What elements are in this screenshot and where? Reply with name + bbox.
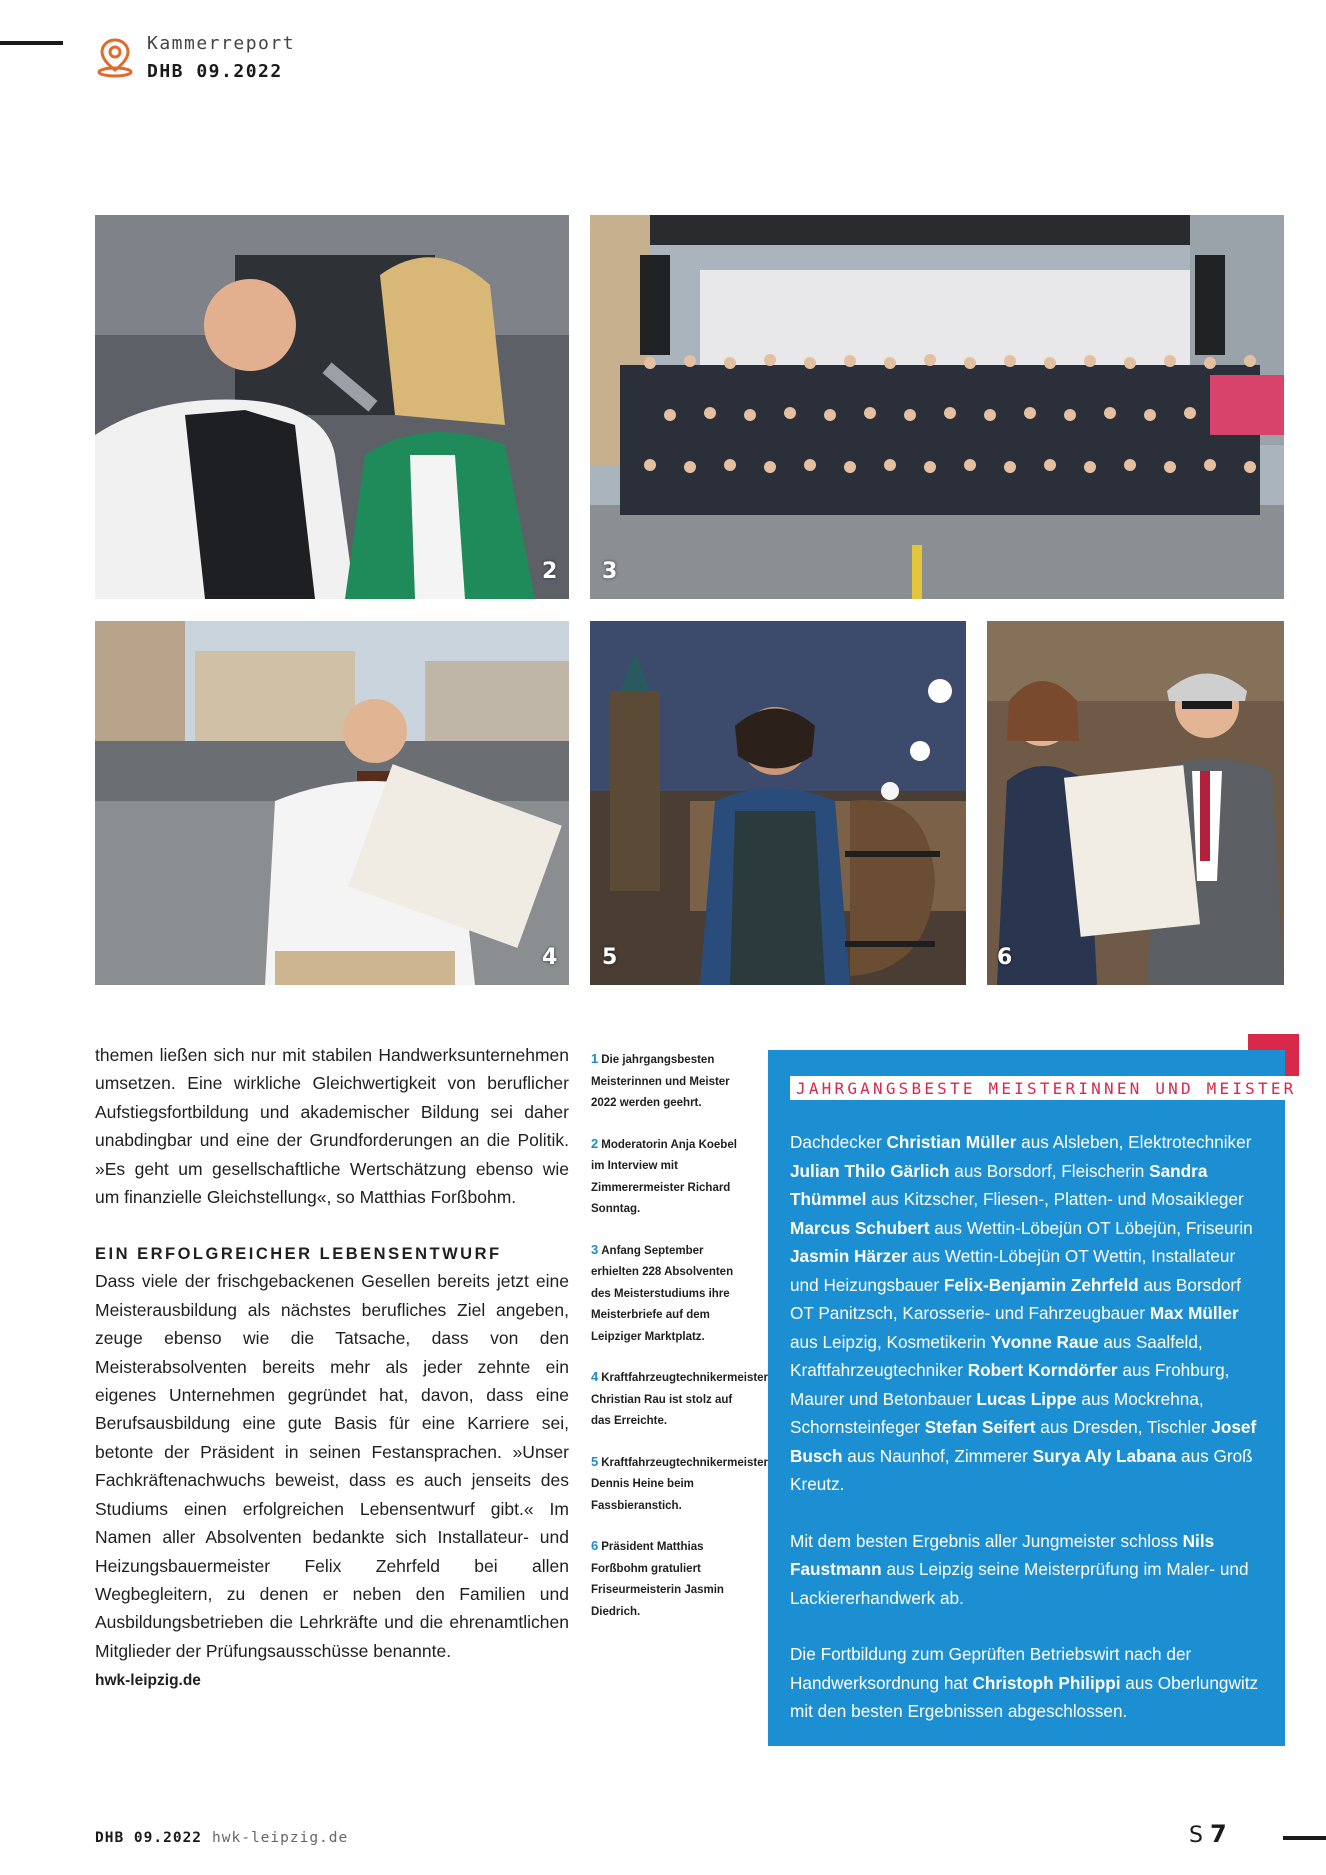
footer-left	[95, 1830, 348, 1846]
box-paragraph-best: Mit dem besten Ergebnis aller Jungmeister schloss Nils Faustmann aus Leipzig seine Meisterprüfung im Maler- und Lackiererhandwerk ab.	[790, 1530, 1249, 1608]
caption-5: 5 Kraftfahrzeugtechnikermeister Dennis Heine beim Fassbieranstich.	[591, 1453, 769, 1512]
caption-4: 4 Kraftfahrzeugtechnikermeister Christian Rau ist stolz auf das Erreichte.	[591, 1369, 769, 1427]
photo-number: 3	[602, 559, 618, 584]
footer-issue: DHB 09.2022	[95, 1830, 203, 1846]
location-pin-icon	[94, 36, 136, 80]
photo-interview	[95, 215, 569, 599]
issue-label: DHB 09.2022	[147, 61, 283, 82]
page-number: S 7	[1189, 1820, 1227, 1848]
photo-number: 4	[542, 945, 558, 970]
photo-number: 2	[542, 559, 558, 584]
bottom-rule	[1283, 1836, 1326, 1840]
photo-number: 5	[602, 945, 618, 970]
caption-3: 3 Anfang September erhielten 228 Absolventen des Meisterstudiums ihre Meisterbriefe auf dem Leipziger Marktplatz.	[591, 1241, 734, 1343]
article-subheading: EIN ERFOLGREICHER LEBENSENTWURF	[95, 1245, 502, 1264]
photo-keg-tapping	[590, 621, 966, 985]
photo-group	[590, 215, 1284, 599]
box-paragraph-betriebswirt: Die Fortbildung zum Geprüften Betriebswirt nach der Handwerksordnung hat Christoph Philippi aus Oberlungwitz mit den besten Ergebnissen abgeschlossen.	[790, 1644, 1259, 1721]
footer-url[interactable]: hwk-leipzig.de	[212, 1830, 349, 1846]
section-label: Kammerreport	[147, 33, 296, 54]
source-link[interactable]: hwk-leipzig.de	[95, 1672, 201, 1690]
top-rule	[0, 41, 63, 45]
best-masters-box	[768, 1050, 1297, 1746]
article-body	[95, 1041, 569, 1696]
photo-congratulation	[987, 621, 1284, 985]
photo-number: 6	[997, 945, 1013, 970]
box-body	[790, 1128, 1268, 1754]
caption-2: 2 Moderatorin Anja Koebel im Interview mit Zimmerermeister Richard Sonntag.	[591, 1135, 737, 1215]
article-paragraph: Dass viele der frischgebackenen Gesellen bereits jetzt eine Meisterausbildung als nächstes berufliches Ziel angeben, zeuge ebenso wie die Tatsache, dass von den Meisterabsolventen bereits mehr als jeder zehnte ein eigenes Unternehmen gegründet hat, davon, dass eine Berufsausbildung eine gute Basis für eine Karriere sei, betonte der Präsident in seinen Festansprachen. »Unser Fachkräftenachwuchs beweist, dass es auch jenseits des Studiums einen erfolgreichen Lebensentwurf gibt.« Im Namen aller Absolventen bedankte sich Installateur- und Heizungsbauermeister Felix Zehrfeld bei allen Wegbegleitern, zu denen er neben den Familien und Ausbildungsbetrieben die Lehrkräfte und die ehrenamtlichen Mitglieder der Prüfungsausschüsse benannte.	[95, 1271, 569, 1661]
article-paragraph: themen ließen sich nur mit stabilen Handwerksunternehmen umsetzen. Eine wirkliche Gleichwertigkeit von beruflicher Aufstiegsfortbildung und akademischer Bildung sei daher unabdingbar und eine der Grundforderungen an die Politik. »Es geht um gesellschaftliche Wertschätzung ebenso wie um finanzielle Gleichstellung«, so Matthias Forßbohm.	[95, 1045, 569, 1208]
caption-6: 6 Präsident Matthias Forßbohm gratuliert Friseurmeisterin Jasmin Diedrich.	[591, 1538, 724, 1618]
caption-1: 1 Die jahrgangsbesten Meisterinnen und Meister 2022 werden geehrt.	[591, 1051, 730, 1109]
box-title: JAHRGANGSBESTE MEISTERINNEN UND MEISTER	[790, 1076, 1302, 1100]
box-paragraph-winners: Dachdecker Christian Müller aus Alsleben, Elektrotechniker Julian Thilo Gärlich aus Borsdorf, Fleischerin Sandra Thümmel aus Kitzscher, Fliesen-, Platten- und Mosaikleger Marcus Schubert aus Wettin-Löbejün OT Löbejün, Friseurin Jasmin Härzer aus Wettin-Löbejün OT Wettin, Installateur und Heizungsbauer Felix-Benjamin Zehrfeld aus Borsdorf OT Panitzsch, Karosserie- und Fahrzeugbauer Max Müller aus Leipzig, Kosmetikerin Yvonne Raue aus Saalfeld, Kraftfahrzeugtechniker Robert Korndörfer aus Frohburg, Maurer und Betonbauer Lucas Lippe aus Mockrehna, Schornsteinfeger Stefan Seifert aus Dresden, Tischler Josef Busch aus Naunhof, Zimmerer Surya Aly Labana aus Groß Kreutz.	[790, 1132, 1257, 1494]
photo-graduate	[95, 621, 569, 985]
photo-captions	[591, 1048, 769, 1641]
